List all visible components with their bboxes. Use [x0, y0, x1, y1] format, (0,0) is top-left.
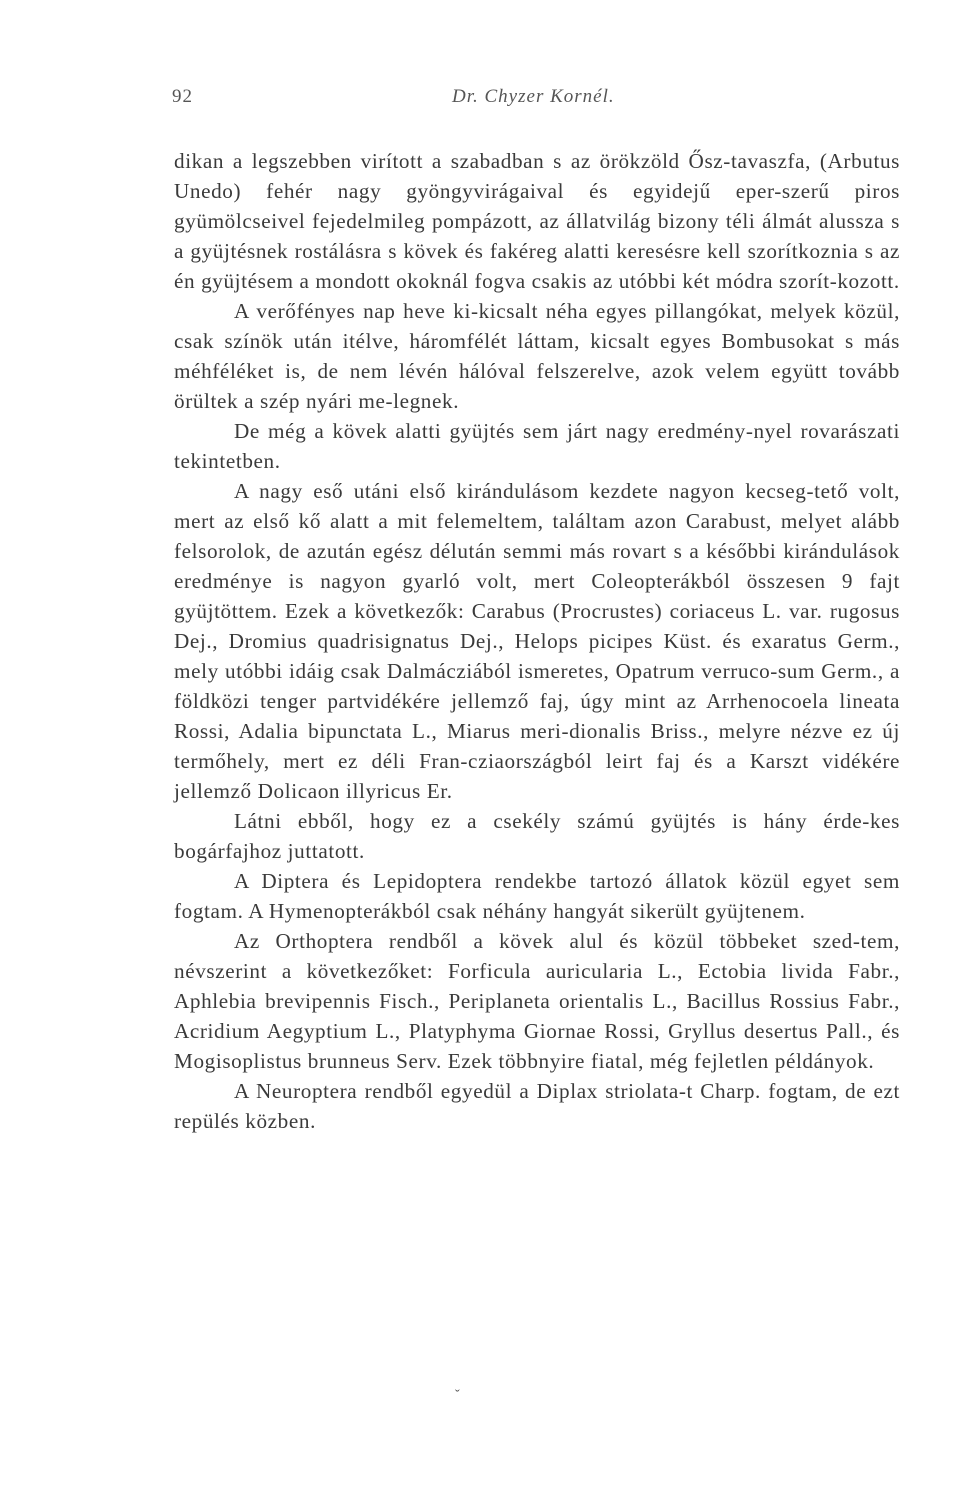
page-number: 92	[172, 86, 193, 107]
print-mark: ˇ	[455, 1388, 460, 1403]
paragraph: A Neuroptera rendből egyedül a Diplax striolata-t Charp. fogtam, de ezt repülés közben.	[174, 1079, 900, 1133]
paragraph: Az Orthoptera rendből a kövek alul és közül többeket szed-tem, névszerint a következőket: Forficula auricularia L., Ectobia livida Fabr., Aphlebia brevipennis Fisch., Periplaneta orientalis L., Bacillus Rossius Fabr., Acridium Aegyptium L., Platyphyma Giornae Rossi, Gryllus desertus Pall., és Mogisoplistus brunneus Serv. Ezek többnyire fiatal, még fejletlen példányok.	[174, 929, 900, 1073]
body-text	[174, 146, 900, 1136]
paragraph: A Diptera és Lepidoptera rendekbe tartozó állatok közül egyet sem fogtam. A Hymenopterákból csak néhány hangyát sikerült gyüjtenem.	[174, 869, 900, 923]
paragraph: A nagy eső utáni első kirándulásom kezdete nagyon kecseg-tető volt, mert az első kő alatt a mit felemeltem, találtam azon Carabust, melyet alább felsorolok, de azután egész délután semmi más rovart s a későbbi kirándulások eredménye is nagyon gyarló volt, mert Coleopterákból összesen 9 fajt gyüjtöttem. Ezek a következők: Carabus (Procrustes) coriaceus L. var. rugosus Dej., Dromius quadrisignatus Dej., Helops picipes Küst. és exaratus Germ., mely utóbbi idáig csak Dalmácziából ismeretes, Opatrum verruco-sum Germ., a földközi tenger partvidékére jellemző faj, úgy mint az Arrhenocoela lineata Rossi, Adalia bipunctata L., Miarus meri-dionalis Briss., melyre nézve ez új termőhely, mert ez déli Fran-cziaországból leirt faj és a Karszt vidékére jellemző Dolicaon illyricus Er.	[174, 479, 900, 803]
running-head: Dr. Chyzer Kornél.	[452, 86, 615, 107]
paragraph: A verőfényes nap heve ki-kicsalt néha egyes pillangókat, melyek közül, csak színök után itélve, háromfélét láttam, kicsalt egyes Bombusokat s más méhféléket is, de nem lévén hálóval felszerelve, azok velem együtt tovább örültek a szép nyári me-legnek.	[174, 299, 900, 413]
paragraph: Látni ebből, hogy ez a csekély számú gyüjtés is hány érde-kes bogárfajhoz juttatott.	[174, 809, 900, 863]
paragraph: dikan a legszebben virított a szabadban s az örökzöld Ősz-tavaszfa, (Arbutus Unedo) fehér nagy gyöngyvirágaival és egyidejű eper-szerű piros gyümölcseivel fejedelmileg pompázott, az állatvilág bizony téli álmát alussza s a gyüjtésnek rostálásra s kövek és fakéreg alatti keresésre kell szorítkoznia s az én gyüjtésem a mondott okoknál fogva csakis az utóbbi két módra szorít-kozott.	[174, 149, 900, 293]
paragraph: De még a kövek alatti gyüjtés sem járt nagy eredmény-nyel rovarászati tekintetben.	[174, 419, 900, 473]
page-header	[172, 86, 898, 116]
